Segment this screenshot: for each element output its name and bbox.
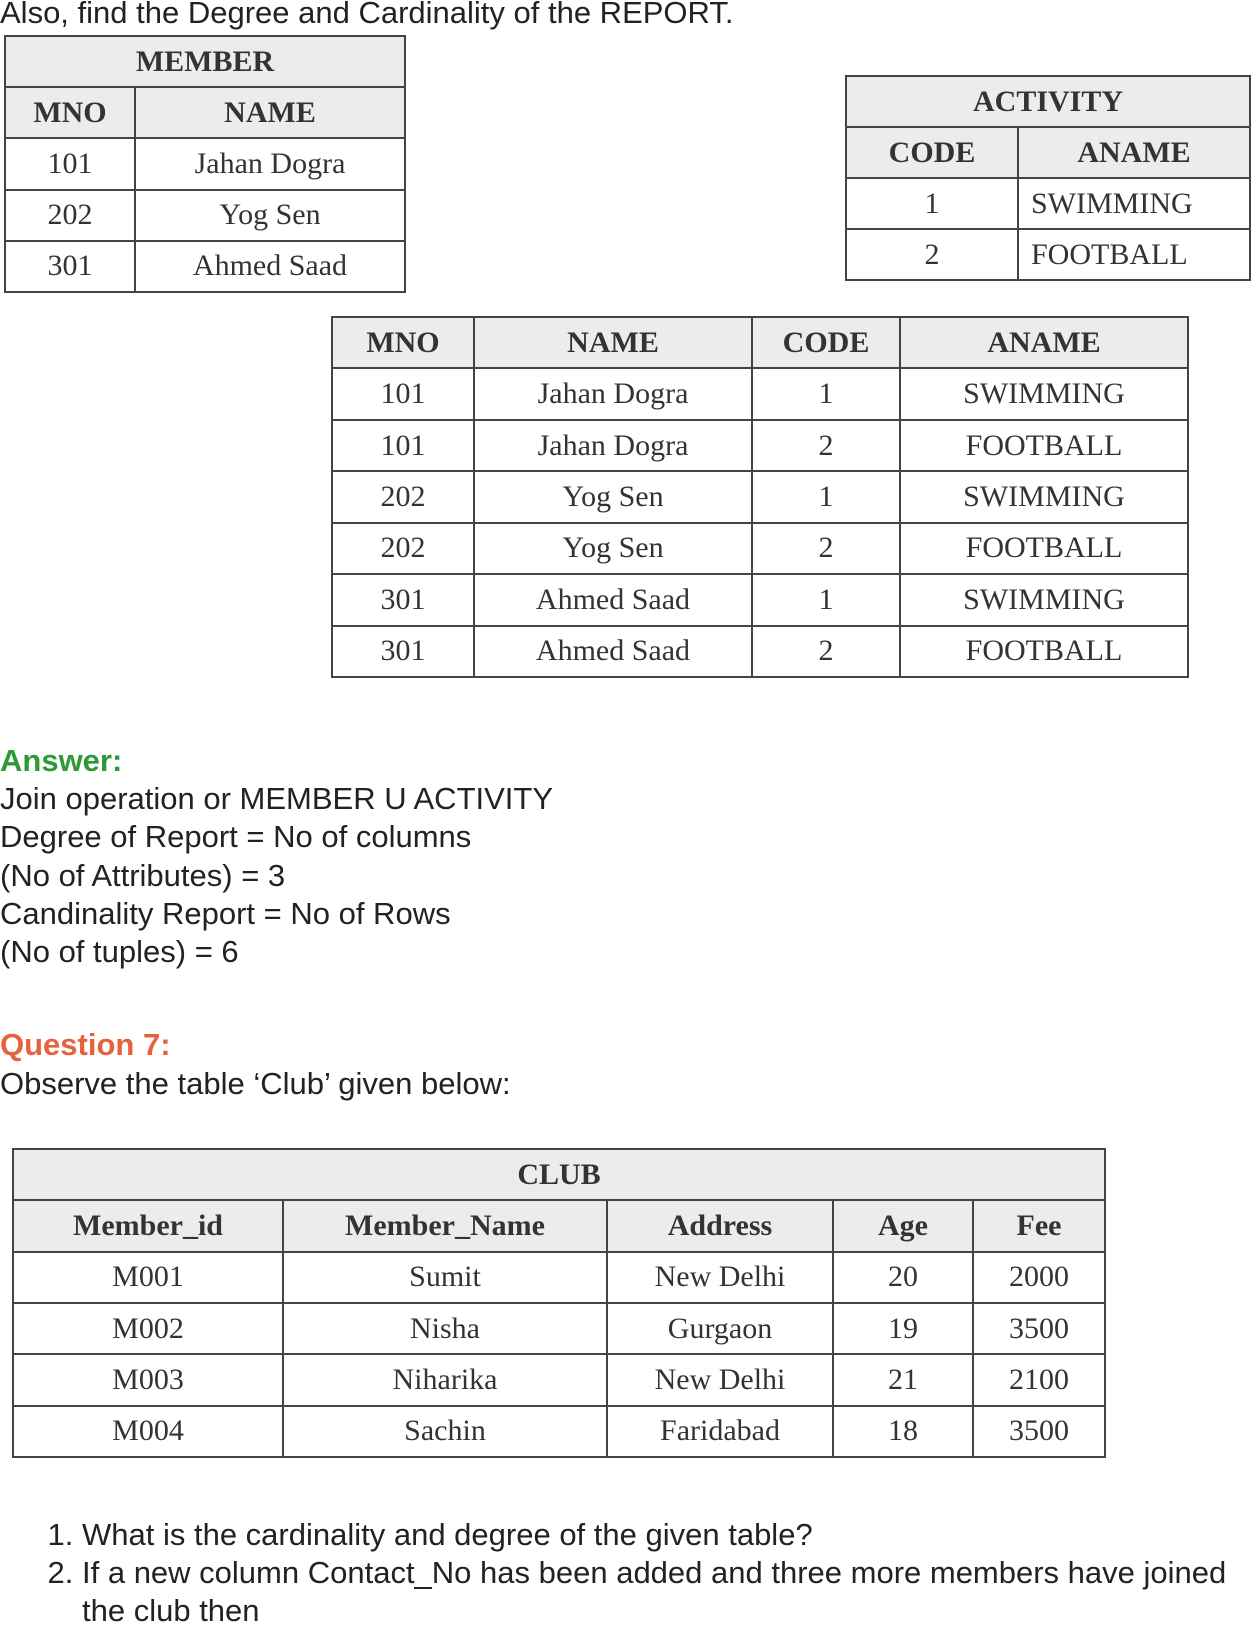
cell: M003 — [13, 1354, 283, 1405]
question-list — [32, 1516, 1253, 1630]
cell: Ahmed Saad — [474, 626, 752, 677]
table-title: CLUB — [13, 1149, 1105, 1200]
question-text: Observe the table ‘Club’ given below: — [0, 1066, 511, 1101]
cell: FOOTBALL — [900, 523, 1188, 574]
cell: 1 — [752, 574, 900, 625]
answer-line: (No of Attributes) = 3 — [0, 858, 286, 893]
cell: Sumit — [283, 1252, 607, 1303]
cell: Niharika — [283, 1354, 607, 1405]
table-row — [13, 1303, 1105, 1354]
intro-text: Also, find the Degree and Cardinality of the REPORT. — [0, 0, 734, 30]
cell: 101 — [332, 368, 474, 419]
table-row — [332, 626, 1188, 677]
answer-line: Candinality Report = No of Rows — [0, 896, 451, 931]
cell: Yog Sen — [474, 523, 752, 574]
cell: 3500 — [973, 1406, 1105, 1457]
table-row — [5, 241, 405, 292]
member-table — [4, 35, 406, 293]
answer-line: Join operation or MEMBER U ACTIVITY — [0, 781, 554, 816]
cell: SWIMMING — [900, 471, 1188, 522]
answer-line: Degree of Report = No of columns — [0, 819, 472, 854]
cell: FOOTBALL — [900, 420, 1188, 471]
column-header: Member_Name — [283, 1200, 607, 1251]
table-title: MEMBER — [5, 36, 405, 87]
cell: Jahan Dogra — [474, 420, 752, 471]
cell: 2 — [752, 420, 900, 471]
cell: 2 — [752, 523, 900, 574]
cell: 301 — [332, 626, 474, 677]
cell: SWIMMING — [900, 368, 1188, 419]
column-header: NAME — [474, 317, 752, 368]
column-header: ANAME — [1018, 127, 1250, 178]
cell: Nisha — [283, 1303, 607, 1354]
column-header: MNO — [5, 87, 135, 138]
cell: 1 — [752, 471, 900, 522]
cell: Ahmed Saad — [135, 241, 405, 292]
column-header: MNO — [332, 317, 474, 368]
cell: New Delhi — [607, 1252, 833, 1303]
table-row — [332, 420, 1188, 471]
cell: 301 — [332, 574, 474, 625]
answer-line: (No of tuples) = 6 — [0, 934, 239, 969]
cell: 2100 — [973, 1354, 1105, 1405]
column-header: CODE — [846, 127, 1018, 178]
cell: 1 — [846, 178, 1018, 229]
cell: Jahan Dogra — [474, 368, 752, 419]
table-row — [846, 229, 1250, 280]
cell: FOOTBALL — [1018, 229, 1250, 280]
table-row — [332, 523, 1188, 574]
question-label: Question 7: — [0, 1027, 171, 1062]
column-header: ANAME — [900, 317, 1188, 368]
answer-label: Answer: — [0, 743, 123, 778]
cell: 3500 — [973, 1303, 1105, 1354]
table-row — [846, 178, 1250, 229]
cell: SWIMMING — [900, 574, 1188, 625]
column-header: CODE — [752, 317, 900, 368]
cell: FOOTBALL — [900, 626, 1188, 677]
column-header: Member_id — [13, 1200, 283, 1251]
cell: Jahan Dogra — [135, 138, 405, 189]
club-table — [12, 1148, 1106, 1458]
cell: 19 — [833, 1303, 973, 1354]
cell: 101 — [5, 138, 135, 189]
cell: Faridabad — [607, 1406, 833, 1457]
cell: M001 — [13, 1252, 283, 1303]
cell: 21 — [833, 1354, 973, 1405]
cell: Yog Sen — [135, 190, 405, 241]
column-header: Age — [833, 1200, 973, 1251]
column-header: NAME — [135, 87, 405, 138]
table-row — [332, 368, 1188, 419]
cell: 2000 — [973, 1252, 1105, 1303]
table-row — [13, 1354, 1105, 1405]
cell: Sachin — [283, 1406, 607, 1457]
column-header: Fee — [973, 1200, 1105, 1251]
cell: 20 — [833, 1252, 973, 1303]
cell: 101 — [332, 420, 474, 471]
table-row — [13, 1406, 1105, 1457]
cell: 202 — [332, 471, 474, 522]
cell: 2 — [752, 626, 900, 677]
column-header: Address — [607, 1200, 833, 1251]
table-row — [13, 1252, 1105, 1303]
cell: Gurgaon — [607, 1303, 833, 1354]
cell: 18 — [833, 1406, 973, 1457]
list-item: 2. If a new column Contact_No has been added and three more members have joined the club then — [82, 1554, 1253, 1630]
cell: 301 — [5, 241, 135, 292]
cell: 202 — [5, 190, 135, 241]
cell: Ahmed Saad — [474, 574, 752, 625]
table-row — [5, 138, 405, 189]
report-table — [331, 316, 1189, 678]
activity-table — [845, 75, 1251, 281]
cell: 202 — [332, 523, 474, 574]
cell: Yog Sen — [474, 471, 752, 522]
list-item: 1. What is the cardinality and degree of the given table? — [82, 1516, 1253, 1554]
table-row — [5, 190, 405, 241]
cell: M002 — [13, 1303, 283, 1354]
cell: 1 — [752, 368, 900, 419]
table-row — [332, 574, 1188, 625]
cell: 2 — [846, 229, 1018, 280]
table-row — [332, 471, 1188, 522]
cell: SWIMMING — [1018, 178, 1250, 229]
cell: New Delhi — [607, 1354, 833, 1405]
table-title: ACTIVITY — [846, 76, 1250, 127]
cell: M004 — [13, 1406, 283, 1457]
